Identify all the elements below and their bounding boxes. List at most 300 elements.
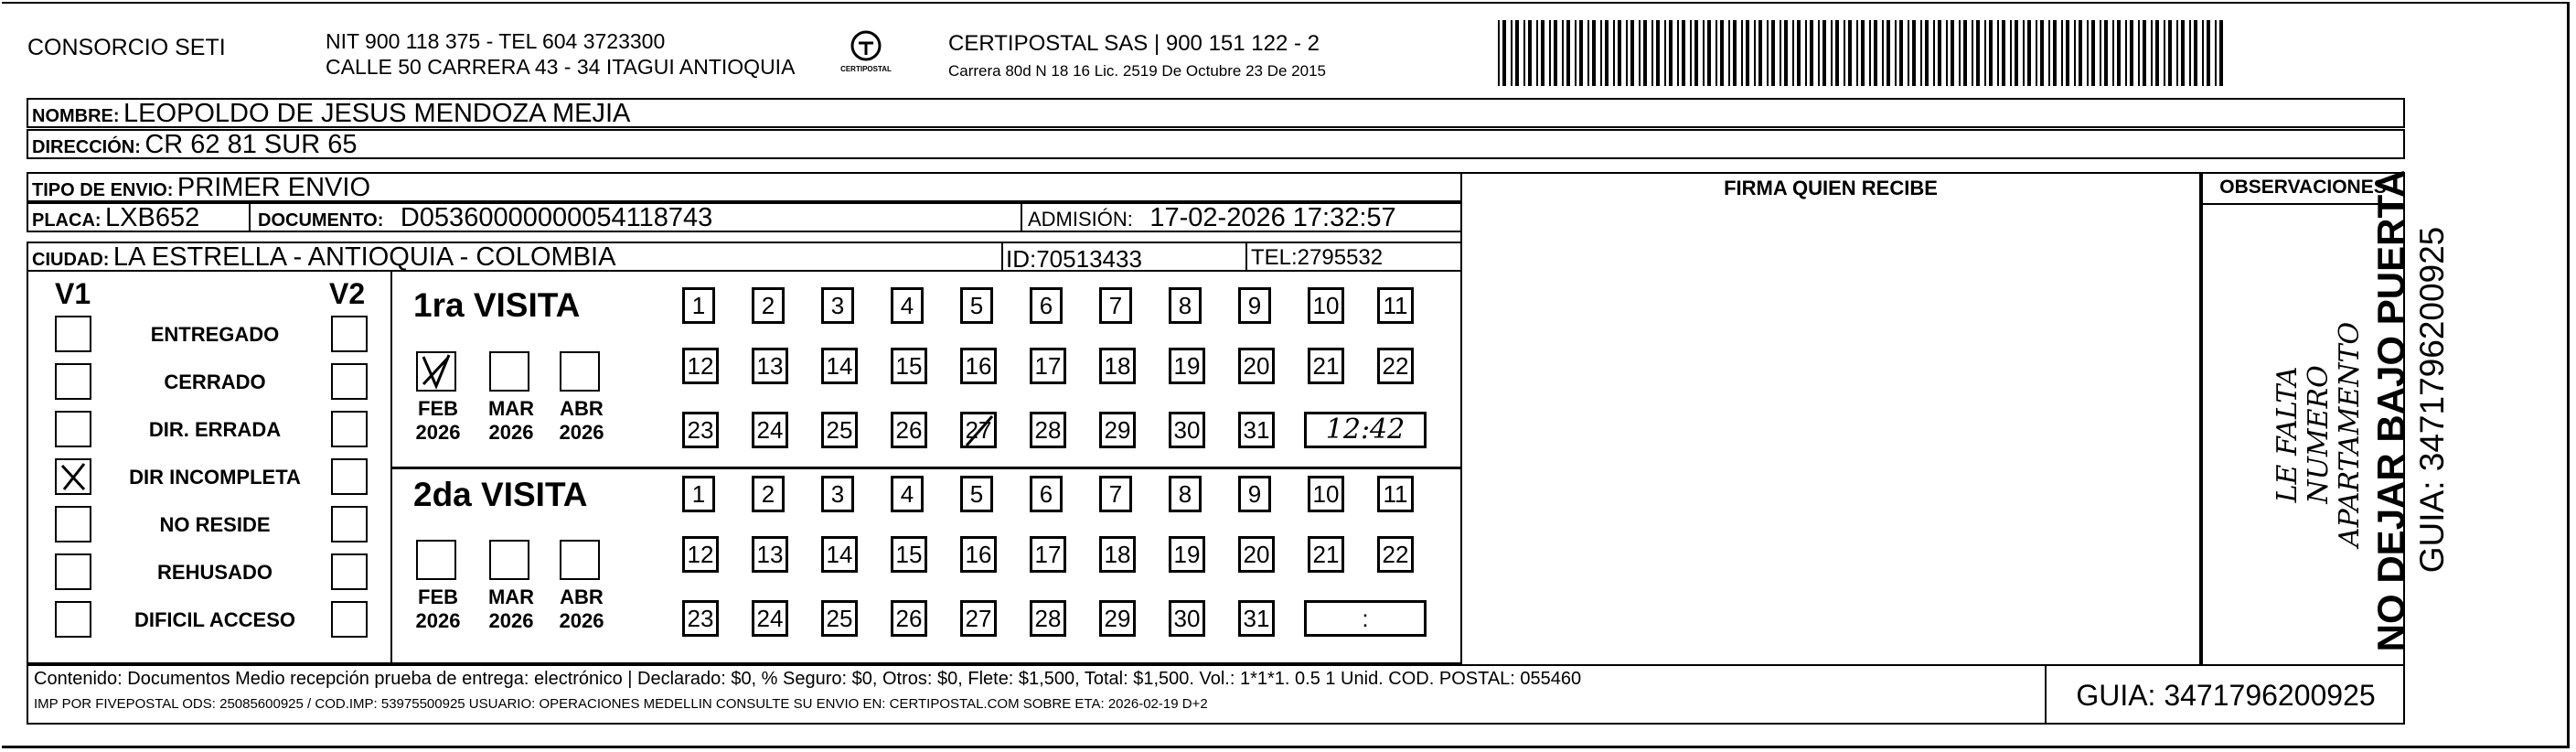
day-box[interactable] xyxy=(1169,536,1205,573)
day-number: 15 xyxy=(895,352,923,380)
month-year: 2026 xyxy=(415,609,461,632)
barcode-bar xyxy=(1784,20,1788,86)
barcode-bar xyxy=(1502,20,1506,86)
barcode-bar xyxy=(1997,20,1999,86)
day-box[interactable] xyxy=(1169,348,1205,384)
firma-label: FIRMA QUIEN RECIBE xyxy=(1724,177,1938,199)
day-box[interactable] xyxy=(1377,348,1414,384)
barcode-bar xyxy=(2066,20,2069,86)
check-x-icon xyxy=(57,460,90,493)
barcode-bar xyxy=(1626,20,1628,86)
month-name: MAR xyxy=(487,585,535,608)
day-number: 4 xyxy=(900,292,914,319)
v1-checkbox[interactable] xyxy=(55,553,91,590)
tel-divider xyxy=(1245,243,1247,272)
day-box[interactable] xyxy=(1169,287,1202,324)
day-box[interactable] xyxy=(821,412,858,448)
barcode-bar xyxy=(1523,20,1525,86)
day-number: 8 xyxy=(1178,480,1192,508)
v2-checkbox[interactable] xyxy=(331,601,368,638)
month-year: 2026 xyxy=(488,609,534,632)
barcode-bar xyxy=(2061,20,2063,86)
day-number: 26 xyxy=(895,416,923,444)
observaciones-label: OBSERVACIONES xyxy=(2219,177,2387,198)
day-box[interactable] xyxy=(891,287,924,324)
month-name: FEB xyxy=(418,397,458,420)
ciudad-label: CIUDAD: xyxy=(32,250,110,270)
reason-label: CERRADO xyxy=(164,371,266,393)
barcode-bar xyxy=(1771,20,1775,86)
nombre-row xyxy=(27,98,2405,128)
placa-value: LXB652 xyxy=(105,203,200,232)
day-box[interactable] xyxy=(752,536,788,573)
side-warning: NO DEJAR BAJO PUERTA xyxy=(2369,169,2412,652)
v2-label: V2 xyxy=(329,277,366,310)
day-box[interactable] xyxy=(752,348,788,384)
barcode-bar xyxy=(1498,20,1500,86)
barcode-bar xyxy=(1780,20,1781,86)
barcode-bar xyxy=(1933,20,1935,86)
day-box[interactable] xyxy=(960,536,997,573)
barcode-bar xyxy=(1976,20,1980,86)
barcode-bar xyxy=(1651,20,1653,86)
day-box[interactable] xyxy=(891,536,927,573)
time-box[interactable] xyxy=(1304,600,1427,637)
day-box[interactable] xyxy=(1169,412,1205,448)
barcode-bar xyxy=(2207,20,2210,86)
certipostal-logo-icon xyxy=(848,27,884,64)
day-box[interactable] xyxy=(1238,348,1275,384)
nit-line: NIT 900 118 375 - TEL 604 3723300 xyxy=(326,29,666,53)
visit1-title: 1ra VISITA xyxy=(413,286,581,324)
day-number: 2 xyxy=(761,292,775,319)
barcode-bar xyxy=(2036,20,2037,86)
day-box[interactable] xyxy=(1030,348,1066,384)
v1-checkbox[interactable] xyxy=(55,601,91,638)
day-box[interactable] xyxy=(821,287,854,324)
barcode-bar xyxy=(1536,20,1538,86)
reason-label: ENTREGADO xyxy=(150,323,280,346)
day-box[interactable] xyxy=(960,287,993,324)
barcode-bar xyxy=(1882,20,1884,86)
barcode-bar xyxy=(1746,20,1749,86)
barcode-bar xyxy=(1912,20,1916,86)
month-name: ABR xyxy=(560,397,604,420)
day-number: 20 xyxy=(1243,352,1270,380)
barcode-bar xyxy=(2100,20,2101,86)
day-number: 10 xyxy=(1312,480,1340,508)
day-number: 3 xyxy=(830,292,845,319)
barcode-bar xyxy=(1920,20,1922,86)
day-box[interactable] xyxy=(891,348,927,384)
barcode-bar xyxy=(1822,20,1826,86)
day-box[interactable] xyxy=(1377,287,1414,324)
day-box[interactable] xyxy=(1238,600,1275,637)
day-number: 18 xyxy=(1104,541,1131,568)
day-number: 21 xyxy=(1312,352,1340,380)
visit-separator xyxy=(390,467,1461,469)
v2-checkbox[interactable] xyxy=(331,411,368,447)
barcode-bar xyxy=(1925,20,1929,86)
check-x-icon xyxy=(418,353,454,390)
barcode-bar xyxy=(1741,20,1743,86)
day-number: 1 xyxy=(691,480,706,508)
day-box[interactable] xyxy=(1099,536,1136,573)
id-divider xyxy=(1001,243,1003,272)
barcode-bar xyxy=(1831,20,1833,86)
footer-guia: GUIA: 3471796200925 xyxy=(2076,679,2376,712)
month-checkbox[interactable] xyxy=(560,351,600,392)
barcode-bar xyxy=(2079,20,2082,86)
barcode-bar xyxy=(1630,20,1634,86)
day-box[interactable] xyxy=(960,600,997,637)
observaciones-handwriting xyxy=(2271,306,2366,563)
barcode-bar xyxy=(1728,20,1730,86)
day-number: 31 xyxy=(1243,416,1270,444)
barcode-bar xyxy=(2215,20,2217,86)
barcode-bar xyxy=(1579,20,1583,86)
day-box[interactable] xyxy=(891,412,927,448)
time-box[interactable] xyxy=(1304,412,1427,448)
day-box[interactable] xyxy=(682,348,719,384)
barcode-bar xyxy=(2151,20,2153,86)
day-number: 30 xyxy=(1173,605,1201,632)
day-number: 2 xyxy=(761,480,775,508)
day-number: 27 xyxy=(965,605,992,632)
day-box[interactable] xyxy=(1308,476,1344,512)
month-checkbox[interactable] xyxy=(416,351,456,392)
day-number: 11 xyxy=(1383,292,1408,319)
day-number: 14 xyxy=(826,541,853,568)
day-number: 22 xyxy=(1382,352,1409,380)
day-box[interactable] xyxy=(752,287,785,324)
v1-checkbox[interactable] xyxy=(55,363,91,400)
v2-checkbox[interactable] xyxy=(331,458,368,495)
direccion-value: CR 62 81 SUR 65 xyxy=(144,130,358,159)
barcode-bar xyxy=(2189,20,2191,86)
day-number: 6 xyxy=(1039,292,1053,319)
barcode-bar xyxy=(1703,20,1705,86)
day-box[interactable] xyxy=(1099,600,1136,637)
month-label xyxy=(484,397,539,445)
barcode-bar xyxy=(1682,20,1685,86)
reason-label: REHUSADO xyxy=(157,561,273,584)
day-box[interactable] xyxy=(960,348,997,384)
footer-line1: Contenido: Documentos Medio recepción prueba de entrega: electrónico | Declarado: $0, % Seguro: $0, Otros: $0, Flete: $1,500, Total: $1,500. Vol.: 1*1*1. 0.5 1 Unid. COD. POSTAL: 055460 xyxy=(34,669,1582,689)
day-number: 29 xyxy=(1104,416,1131,444)
admision-divider xyxy=(1021,204,1022,232)
day-number: 5 xyxy=(969,292,984,319)
day-number: 11 xyxy=(1383,480,1408,508)
month-name: FEB xyxy=(418,585,458,608)
barcode-bar xyxy=(1541,20,1545,86)
barcode-bar xyxy=(2138,20,2140,86)
barcode-bar xyxy=(1848,20,1852,86)
day-box[interactable] xyxy=(752,412,788,448)
day-number: 6 xyxy=(1039,480,1053,508)
barcode-bar xyxy=(1792,20,1794,86)
barcode-bar xyxy=(2155,20,2159,86)
v2-checkbox[interactable] xyxy=(331,553,368,590)
month-name: MAR xyxy=(487,397,535,420)
day-box[interactable] xyxy=(1238,412,1275,448)
barcode-bar xyxy=(1797,20,1801,86)
barcode-bar xyxy=(2194,20,2197,86)
barcode-bar xyxy=(1639,20,1641,86)
day-number: 4 xyxy=(900,480,914,508)
barcode-bar xyxy=(1874,20,1877,86)
month-checkbox[interactable] xyxy=(489,540,529,580)
barcode-bar xyxy=(1989,20,1993,86)
day-box[interactable] xyxy=(1238,287,1271,324)
day-box[interactable] xyxy=(1099,287,1132,324)
day-box[interactable] xyxy=(1308,287,1344,324)
day-number: 25 xyxy=(826,416,853,444)
barcode-bar xyxy=(2125,20,2127,86)
barcode-bar xyxy=(1587,20,1589,86)
day-number: 13 xyxy=(756,352,784,380)
barcode-bar xyxy=(1592,20,1596,86)
day-box[interactable] xyxy=(1099,476,1132,512)
barcode-bar xyxy=(1528,20,1532,86)
month-label xyxy=(554,585,609,633)
barcode-bar xyxy=(1566,20,1570,86)
month-year: 2026 xyxy=(559,421,604,444)
day-number: 7 xyxy=(1108,292,1123,319)
day-box[interactable] xyxy=(682,412,719,448)
barcode-bar xyxy=(1895,20,1897,86)
day-box[interactable] xyxy=(1030,412,1066,448)
barcode-bar xyxy=(1946,20,1948,86)
v1-checkbox[interactable] xyxy=(55,411,91,447)
day-box[interactable] xyxy=(752,600,788,637)
firma-column xyxy=(1460,172,2201,666)
day-number: 18 xyxy=(1104,352,1131,380)
reason-label: DIR. ERRADA xyxy=(148,418,282,441)
day-box[interactable] xyxy=(752,476,785,512)
day-box[interactable] xyxy=(682,536,719,573)
admision-value: 17-02-2026 17:32:57 xyxy=(1149,203,1396,232)
month-checkbox[interactable] xyxy=(489,351,529,392)
logo-text: CERTIPOSTAL xyxy=(840,65,892,73)
day-number: 23 xyxy=(687,416,714,444)
day-box[interactable] xyxy=(821,600,858,637)
day-number: 29 xyxy=(1104,605,1131,632)
tipo-row xyxy=(27,172,1462,202)
day-box[interactable] xyxy=(891,476,924,512)
barcode-bar xyxy=(2117,20,2121,86)
barcode-bar xyxy=(1656,20,1660,86)
day-number: 12 xyxy=(687,541,714,568)
barcode-bar xyxy=(1720,20,1724,86)
day-box[interactable] xyxy=(1030,536,1066,573)
day-box[interactable] xyxy=(1238,476,1271,512)
day-number: 12 xyxy=(687,352,714,380)
barcode-bar xyxy=(2002,20,2005,86)
barcode-bar xyxy=(2053,20,2057,86)
v2-checkbox[interactable] xyxy=(331,363,368,400)
day-box[interactable] xyxy=(1099,412,1136,448)
day-number: 5 xyxy=(969,480,984,508)
day-box[interactable] xyxy=(1308,348,1344,384)
barcode-bar xyxy=(1951,20,1954,86)
day-box[interactable] xyxy=(821,536,858,573)
observaciones-handwriting-line1: LE FALTA NUMERO xyxy=(2271,365,2335,504)
month-year: 2026 xyxy=(559,609,604,632)
barcode-bar xyxy=(2143,20,2146,86)
month-checkbox[interactable] xyxy=(416,540,456,580)
v1-checkbox[interactable] xyxy=(55,458,91,495)
ciudad-value: LA ESTRELLA - ANTIOQUIA - COLOMBIA xyxy=(112,242,616,272)
day-box[interactable] xyxy=(1169,600,1205,637)
day-number: 9 xyxy=(1247,480,1262,508)
day-box[interactable] xyxy=(1030,287,1063,324)
barcode-bar xyxy=(1677,20,1679,86)
v2-checkbox[interactable] xyxy=(331,506,368,543)
day-number: 13 xyxy=(756,541,784,568)
nombre-label: NOMBRE: xyxy=(32,106,120,126)
barcode-bar xyxy=(1856,20,1858,86)
barcode-bar xyxy=(1805,20,1807,86)
barcode xyxy=(1498,20,2229,86)
time-value: 12:42 xyxy=(1325,414,1406,446)
barcode-bar xyxy=(1605,20,1609,86)
visit2-title: 2da VISITA xyxy=(413,476,588,513)
barcode-bar xyxy=(1835,20,1839,86)
barcode-bar xyxy=(2202,20,2204,86)
day-number: 16 xyxy=(965,352,992,380)
day-number: 25 xyxy=(826,605,853,632)
documento-label: DOCUMENTO: xyxy=(258,210,384,231)
barcode-bar xyxy=(2164,20,2165,86)
day-number: 26 xyxy=(895,605,923,632)
day-number: 24 xyxy=(756,605,784,632)
barcode-bar xyxy=(2023,20,2025,86)
v1-label: V1 xyxy=(55,277,91,310)
day-box[interactable] xyxy=(960,476,993,512)
barcode-bar xyxy=(2181,20,2185,86)
direccion-label: DIRECCIÓN: xyxy=(32,137,141,157)
v2-checkbox[interactable] xyxy=(331,316,368,352)
reason-label: NO RESIDE xyxy=(159,513,271,536)
day-mark-icon xyxy=(963,414,996,447)
barcode-bar xyxy=(2176,20,2178,86)
barcode-bar xyxy=(1643,20,1647,86)
barcode-bar xyxy=(2130,20,2133,86)
barcode-bar xyxy=(2091,20,2095,86)
barcode-bar xyxy=(1861,20,1865,86)
day-box[interactable] xyxy=(1099,348,1136,384)
barcode-bar xyxy=(1515,20,1519,86)
certipostal-line1: CERTIPOSTAL SAS | 900 151 122 - 2 xyxy=(948,31,1320,56)
day-box[interactable] xyxy=(1030,600,1066,637)
barcode-bar xyxy=(1899,20,1903,86)
day-box[interactable] xyxy=(960,412,997,448)
day-box[interactable] xyxy=(1308,536,1344,573)
documento-value: D05360000000054118743 xyxy=(400,203,713,232)
day-number: 16 xyxy=(965,541,992,568)
day-box[interactable] xyxy=(1030,476,1063,512)
footer-line2: IMP POR FIVEPOSTAL ODS: 25085600925 / COD.IMP: 53975500925 USUARIO: OPERACIONES MEDELLIN CONSULTE SU ENVIO EN: CERTIPOSTAL.COM SOBRE ETA: 2026-02-19 D+2 xyxy=(34,696,1208,712)
tipo-value: PRIMER ENVIO xyxy=(176,173,371,202)
day-box[interactable] xyxy=(682,600,719,637)
barcode-bar xyxy=(1959,20,1961,86)
day-number: 9 xyxy=(1247,292,1262,319)
barcode-bar xyxy=(1887,20,1890,86)
day-box[interactable] xyxy=(1377,536,1414,573)
barcode-bar xyxy=(1810,20,1813,86)
barcode-bar xyxy=(2112,20,2114,86)
barcode-bar xyxy=(1618,20,1621,86)
barcode-bar xyxy=(1818,20,1820,86)
barcode-bar xyxy=(2104,20,2108,86)
barcode-bar xyxy=(2048,20,2050,86)
day-box[interactable] xyxy=(1238,536,1275,573)
day-number: 19 xyxy=(1173,352,1201,380)
day-number: 14 xyxy=(826,352,853,380)
day-box[interactable] xyxy=(821,476,854,512)
day-number: 21 xyxy=(1312,541,1340,568)
day-number: 24 xyxy=(756,416,784,444)
nombre-value: LEOPOLDO DE JESUS MENDOZA MEJIA xyxy=(123,99,631,128)
day-box[interactable] xyxy=(682,287,715,324)
barcode-bar xyxy=(1600,20,1602,86)
tipo-label: TIPO DE ENVIO: xyxy=(32,180,174,200)
barcode-bar xyxy=(1716,20,1717,86)
month-label xyxy=(554,397,609,445)
v1-checkbox[interactable] xyxy=(55,506,91,543)
day-number: 3 xyxy=(830,480,845,508)
barcode-bar xyxy=(1707,20,1711,86)
day-number: 10 xyxy=(1312,292,1340,319)
day-box[interactable] xyxy=(1377,476,1414,512)
id-value: ID:70513433 xyxy=(1006,245,1142,273)
direccion-row xyxy=(27,129,2405,159)
barcode-bar xyxy=(1694,20,1698,86)
barcode-bar xyxy=(1869,20,1871,86)
barcode-bar xyxy=(2087,20,2089,86)
certipostal-line2: Carrera 80d N 18 16 Lic. 2519 De Octubre 23 De 2015 xyxy=(948,62,1326,80)
day-number: 8 xyxy=(1178,292,1192,319)
month-label xyxy=(484,585,539,633)
barcode-bar xyxy=(1511,20,1512,86)
month-checkbox[interactable] xyxy=(560,540,600,580)
day-box[interactable] xyxy=(891,600,927,637)
admision-field xyxy=(1028,204,1396,236)
barcode-bar xyxy=(1844,20,1845,86)
barcode-bar xyxy=(1690,20,1692,86)
observaciones-handwriting-line2: APARTAMENTO xyxy=(2334,321,2366,548)
day-number: 23 xyxy=(687,605,714,632)
day-box[interactable] xyxy=(1169,476,1202,512)
barcode-bar xyxy=(2010,20,2012,86)
barcode-bar xyxy=(1938,20,1941,86)
barcode-bar xyxy=(1758,20,1762,86)
v1-checkbox[interactable] xyxy=(55,316,91,352)
day-number: 28 xyxy=(1034,605,1062,632)
day-number: 30 xyxy=(1173,416,1201,444)
day-box[interactable] xyxy=(821,348,858,384)
month-year: 2026 xyxy=(415,421,461,444)
barcode-bar xyxy=(2015,20,2018,86)
day-number: 7 xyxy=(1108,480,1123,508)
time-value: : xyxy=(1362,605,1369,632)
day-number: 17 xyxy=(1034,352,1062,380)
company-name: CONSORCIO SETI xyxy=(27,35,226,60)
barcode-bar xyxy=(2074,20,2076,86)
barcode-bar xyxy=(2027,20,2031,86)
day-box[interactable] xyxy=(682,476,715,512)
